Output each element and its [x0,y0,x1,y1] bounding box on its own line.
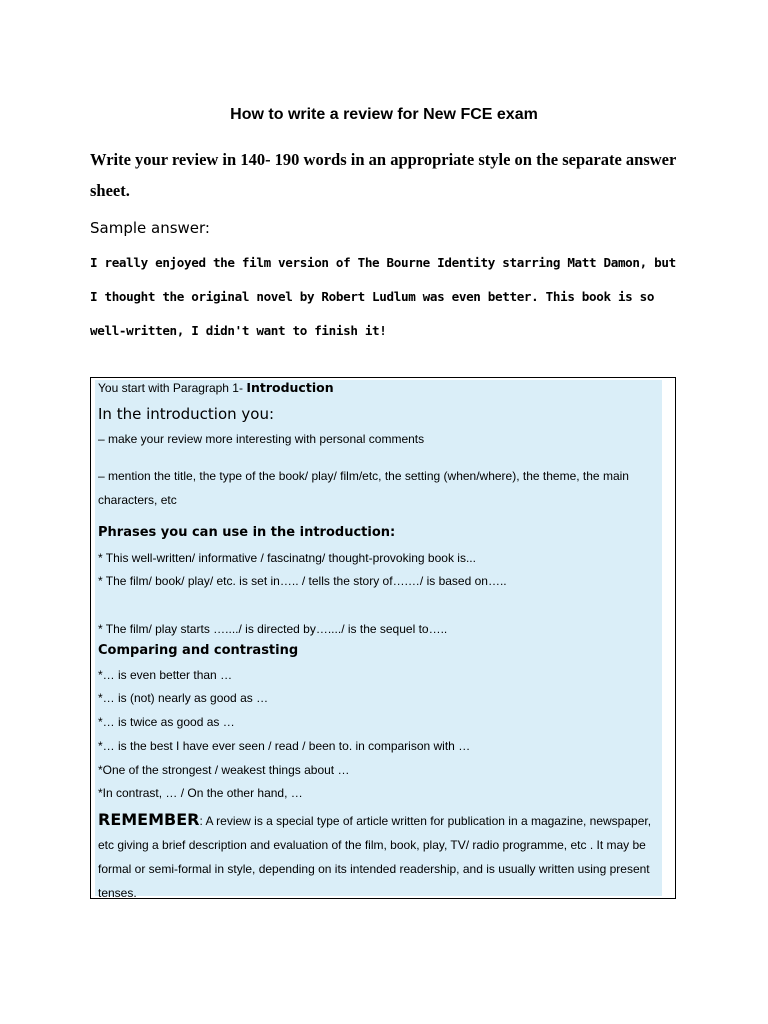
intro-heading: In the introduction you: [98,405,275,423]
task-instructions: Write your review in 140- 190 words in an appropriate style on the separate answer sheet. [90,150,677,200]
comparing-heading: Comparing and contrasting [98,643,299,658]
sample-answer-text: I really enjoyed the film version of The Bourne Identity starring Matt Damon, but I thought the original novel by Robert Ludlum was even better. This book is so well-written, I didn't want to finish it! [90,255,676,338]
remember-note [98,808,660,905]
remember-label: REMEMBER [98,810,200,829]
page-title: How to write a review for New FCE exam [230,106,538,123]
comparing-item: *… is twice as good as … [98,715,235,729]
comparing-item: *One of the strongest / weakest things about … [98,763,350,777]
comparing-item: *In contrast, … / On the other hand, … [98,786,303,800]
intro-bold-label: Introduction [246,380,334,395]
tips-box [90,377,676,899]
phrase-item: * The film/ play starts …..../ is directed by…..../ is the sequel to….. [98,622,448,636]
tips-box-background [95,380,662,900]
comparing-item: *… is even better than … [98,668,233,682]
comparing-item: *… is (not) nearly as good as … [98,691,269,705]
comparing-item: *… is the best I have ever seen / read / been to. in comparison with … [98,739,471,753]
sample-answer-heading: Sample answer: [90,219,210,237]
remember-text: : A review is a special type of article written for publication in a magazine, newspaper, etc giving a brief description and evaluation of the film, book, play, TV/ radio programme, etc . It may be formal or semi-formal in style, depending on its intended readership, and is usually written using present tenses. [98,814,652,900]
intro-paragraph-label [98,380,334,396]
phrase-item: * This well-written/ informative / fascinatng/ thought-provoking book is... [98,551,476,565]
intro-point: – mention the title, the type of the book/ play/ film/etc, the setting (when/where), the theme, the main characters, etc [98,469,629,507]
phrases-heading: Phrases you can use in the introduction: [98,525,396,540]
intro-prefix: You start with Paragraph 1- [98,381,247,395]
intro-point: – make your review more interesting with personal comments [98,432,425,446]
phrase-item: * The film/ book/ play/ etc. is set in….. / tells the story of….…/ is based on….. [98,574,507,588]
